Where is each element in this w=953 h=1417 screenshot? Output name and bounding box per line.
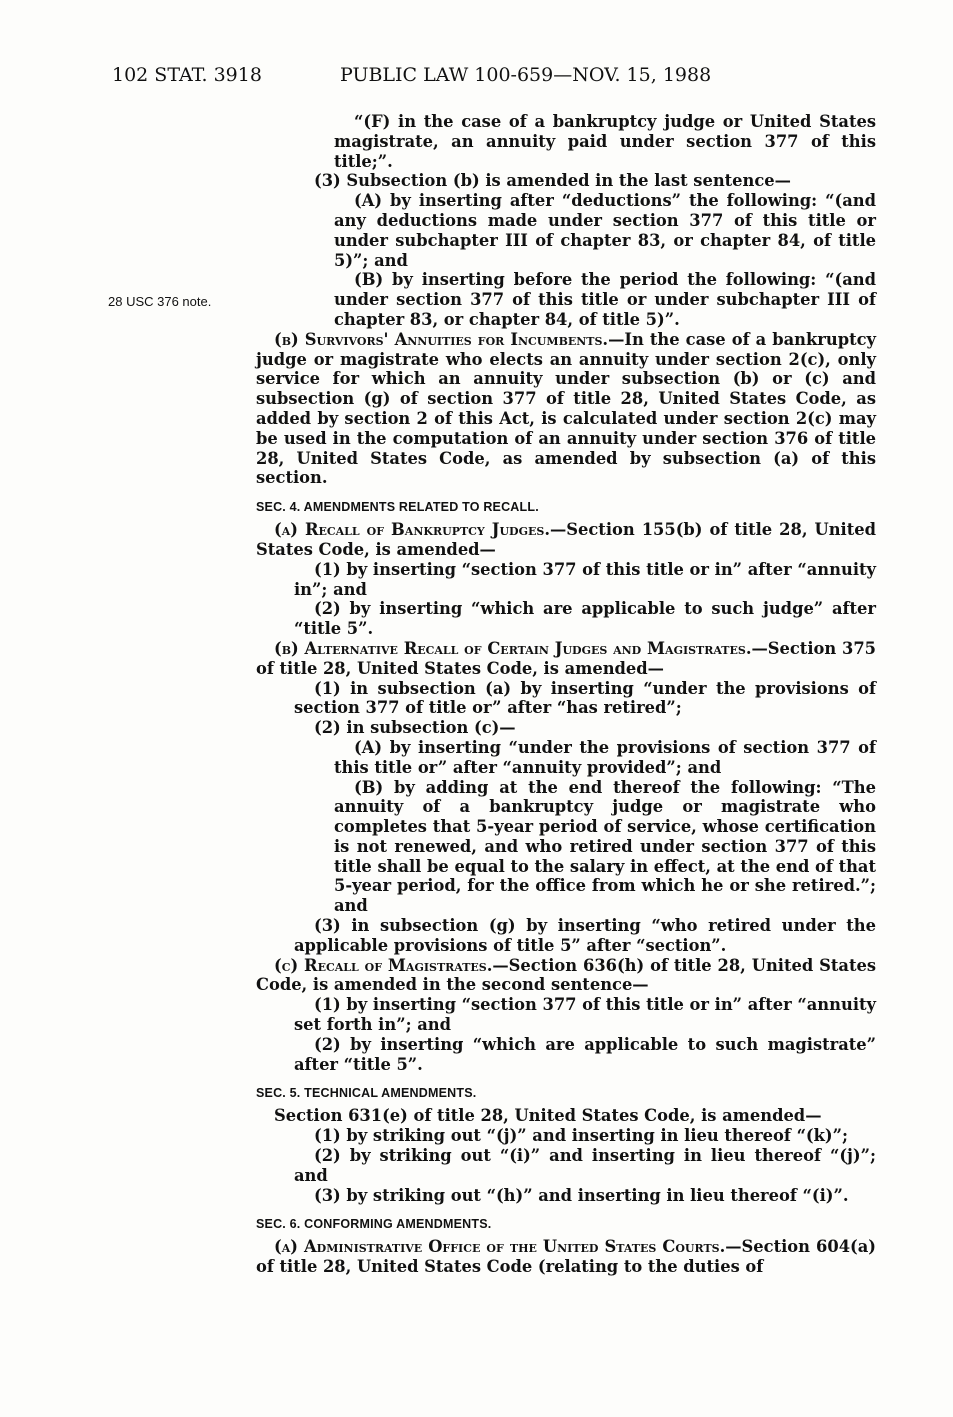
paragraph-text: (3) in subsection (g) by inserting “who retired under the applicable provisions of title 5” after “section”. — [294, 916, 876, 955]
paragraph-text: Section 631(e) of title 28, United States Code, is amended— — [274, 1106, 822, 1126]
paragraph-text: —In the case of a bankruptcy judge or magistrate who elects an annuity under section 2(c), only service for which an annuity under subsection (b) or (c) and subsection (g) of section 377 of title 28, United States Code, as added by section 2 of this Act, is calculated under section 2(c) may be used in the computation of an annuity under section 376 of title 28, United States Code, as amended by subsection (a) of this section. — [256, 329, 876, 488]
statute-paragraph — [256, 1186, 876, 1206]
subsection-caption: (a) Administrative Office of the United States Courts. — [274, 1237, 726, 1257]
statute-paragraph — [256, 191, 876, 270]
statute-paragraph — [256, 330, 876, 488]
paragraph-text: (1) by inserting “section 377 of this title or in” after “annuity set forth in”; and — [294, 995, 876, 1035]
statute-paragraph — [256, 171, 876, 191]
paragraph-text: (3) Subsection (b) is amended in the last sentence— — [314, 171, 791, 191]
paragraph-text: (1) in subsection (a) by inserting “under the provisions of section 377 of title or” after “has retired”; — [294, 678, 876, 718]
statute-paragraph — [256, 778, 876, 917]
paragraph-text: (A) by inserting after “deductions” the following: “(and any deductions made under section 377 of this title or under subchapter III of chapter 83, or chapter 84, of title 5)”; and — [334, 191, 876, 270]
statute-paragraph — [256, 738, 876, 778]
page-header — [0, 64, 953, 90]
margin-citation: 28 USC 376 note. — [108, 294, 212, 309]
paragraph-text: (1) by inserting “section 377 of this title or in” after “annuity in”; and — [294, 559, 876, 599]
paragraph-text: (B) by adding at the end thereof the following: “The annuity of a bankruptcy judge or magistrate who completes that 5-year period of service, whose certification is not renewed, and who retired under section 377 of this title shall be equal to the salary in effect, at the end of that 5-year period, for the office from which he or she retired.”; and — [334, 777, 876, 916]
subsection-caption: (c) Recall of Magistrates. — [274, 955, 493, 975]
paragraph-text: —Section 375 of title 28, United States Code, is amended— — [256, 638, 876, 678]
paragraph-text: (2) by inserting “which are applicable to such magistrate” after “title 5”. — [294, 1034, 876, 1074]
statute-paragraph — [256, 599, 876, 639]
paragraph-text: —Section 155(b) of title 28, United States Code, is amended— — [256, 520, 876, 559]
statute-paragraph — [256, 270, 876, 329]
subsection-caption: (a) Recall of Bankruptcy Judges. — [274, 520, 550, 540]
paragraph-text: (2) in subsection (c)— — [314, 718, 516, 738]
statute-paragraph — [256, 1237, 876, 1277]
statute-paragraph — [256, 956, 876, 996]
paragraph-text: —Section 604(a) of title 28, United States Code (relating to the duties of — [256, 1237, 876, 1277]
paragraph-text: “(F) in the case of a bankruptcy judge or United States magistrate, an annuity paid under section 377 of this title;”. — [334, 112, 876, 171]
statute-body — [256, 112, 876, 1277]
statute-paragraph — [256, 1146, 876, 1186]
paragraph-text: (3) by striking out “(h)” and inserting in lieu thereof “(i)”. — [314, 1185, 849, 1205]
statute-paragraph — [256, 1126, 876, 1146]
statute-paragraph — [256, 520, 876, 560]
paragraph-text: (1) by striking out “(j)” and inserting in lieu thereof “(k)”; — [314, 1126, 848, 1146]
statute-paragraph — [256, 1106, 876, 1126]
running-title: PUBLIC LAW 100-659—NOV. 15, 1988 — [340, 64, 712, 86]
statute-paragraph — [256, 112, 876, 171]
subsection-caption: (b) Alternative Recall of Certain Judges and Magistrates. — [274, 638, 752, 658]
statute-paragraph — [256, 639, 876, 679]
paragraph-text: (2) by striking out “(i)” and inserting in lieu thereof “(j)”; and — [294, 1146, 876, 1185]
paragraph-text: (B) by inserting before the period the following: “(and under section 377 of this title or under subchapter III of chapter 83, or chapter 84, of title 5)”. — [334, 270, 876, 329]
statute-paragraph — [256, 718, 876, 738]
section-heading: SEC. 4. AMENDMENTS RELATED TO RECALL. — [256, 500, 539, 515]
statute-paragraph — [256, 679, 876, 719]
subsection-caption: (b) Survivors' Annuities for Incumbents. — [274, 329, 609, 349]
paragraph-text: (A) by inserting “under the provisions of section 377 of this title or” after “annuity provided”; and — [334, 737, 876, 777]
section-heading: SEC. 6. CONFORMING AMENDMENTS. — [256, 1217, 492, 1232]
statute-paragraph — [256, 916, 876, 956]
paragraph-text: —Section 636(h) of title 28, United States Code, is amended in the second sentence— — [256, 955, 876, 995]
statute-paragraph — [256, 560, 876, 600]
statute-paragraph — [256, 995, 876, 1035]
stat-page-number: 102 STAT. 3918 — [112, 64, 262, 86]
statute-paragraph — [256, 1035, 876, 1075]
section-heading: SEC. 5. TECHNICAL AMENDMENTS. — [256, 1086, 477, 1101]
paragraph-text: (2) by inserting “which are applicable to such judge” after “title 5”. — [294, 599, 876, 639]
